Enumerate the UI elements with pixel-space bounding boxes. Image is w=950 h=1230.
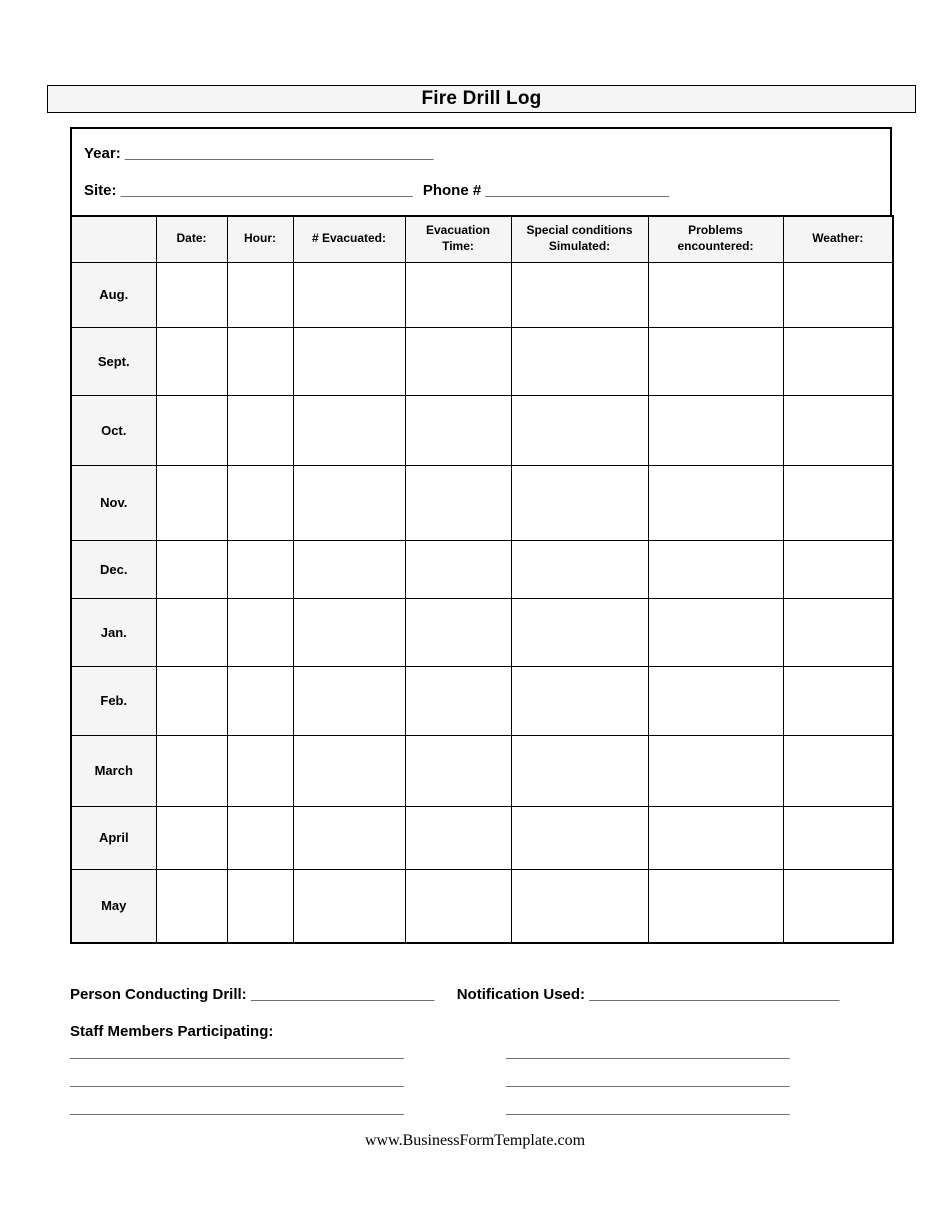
- site-blank-line: ___________________________________: [120, 182, 413, 199]
- month-label-cell: Aug.: [71, 262, 156, 327]
- staff-line-row: [70, 1095, 892, 1123]
- page-title: Fire Drill Log: [421, 88, 542, 109]
- month-label-cell: May: [71, 869, 156, 943]
- site-row: [84, 182, 890, 200]
- blank-cell-evacuation-time: [405, 395, 511, 465]
- website-url: www.BusinessFormTemplate.com: [364, 1132, 586, 1149]
- blank-cell-hour: [227, 666, 293, 735]
- staff-lines-grid: [70, 1039, 892, 1123]
- blank-cell-weather: [783, 262, 893, 327]
- blank-cell-special-conditions: [511, 262, 648, 327]
- blank-cell-evacuation-time: [405, 806, 511, 869]
- staff-blank-line: ________________________________________: [70, 1044, 404, 1061]
- month-label-cell: Feb.: [71, 666, 156, 735]
- blank-cell-date: [156, 598, 227, 666]
- staff-blank-line: __________________________________: [506, 1100, 790, 1117]
- blank-cell-special-conditions: [511, 735, 648, 806]
- blank-cell-evacuation-time: [405, 598, 511, 666]
- blank-cell-special-conditions: [511, 465, 648, 540]
- month-label-cell: Dec.: [71, 540, 156, 598]
- blank-cell-date: [156, 262, 227, 327]
- blank-cell-hour: [227, 806, 293, 869]
- form-title-bar: [47, 85, 916, 113]
- blank-cell-evacuated: [293, 395, 405, 465]
- table-row-march: [71, 735, 893, 806]
- bottom-section: [70, 986, 892, 1123]
- blank-cell-evacuated: [293, 869, 405, 943]
- table-body: [71, 262, 893, 943]
- staff-members-label: Staff Members Participating:: [70, 1023, 274, 1040]
- table-header-weather: Weather:: [783, 216, 893, 262]
- table-header-problems: Problems encountered:: [648, 216, 783, 262]
- blank-cell-problems: [648, 869, 783, 943]
- blank-cell-problems: [648, 598, 783, 666]
- staff-line-row: [70, 1067, 892, 1095]
- blank-cell-problems: [648, 327, 783, 395]
- year-blank-line: _____________________________________: [124, 145, 434, 162]
- blank-cell-evacuation-time: [405, 262, 511, 327]
- month-label-cell: Sept.: [71, 327, 156, 395]
- blank-cell-problems: [648, 735, 783, 806]
- blank-cell-evacuated: [293, 806, 405, 869]
- staff-blank-line: ________________________________________: [70, 1100, 404, 1117]
- blank-cell-hour: [227, 598, 293, 666]
- table-header-evacuation-time: Evacuation Time:: [405, 216, 511, 262]
- person-conducting-blank-line: ______________________: [250, 986, 435, 1003]
- blank-cell-weather: [783, 735, 893, 806]
- blank-cell-evacuated: [293, 262, 405, 327]
- blank-cell-special-conditions: [511, 395, 648, 465]
- fire-drill-table: [70, 215, 894, 944]
- blank-cell-evacuation-time: [405, 869, 511, 943]
- phone-label: Phone #: [422, 182, 482, 199]
- blank-cell-date: [156, 395, 227, 465]
- blank-cell-hour: [227, 262, 293, 327]
- month-label-cell: Nov.: [71, 465, 156, 540]
- blank-cell-problems: [648, 395, 783, 465]
- blank-cell-date: [156, 735, 227, 806]
- form-info-box: [70, 127, 892, 217]
- table-header-month: [71, 216, 156, 262]
- blank-cell-weather: [783, 327, 893, 395]
- blank-cell-weather: [783, 465, 893, 540]
- blank-cell-hour: [227, 869, 293, 943]
- blank-cell-special-conditions: [511, 540, 648, 598]
- month-label-cell: April: [71, 806, 156, 869]
- table-row-april: [71, 806, 893, 869]
- table-row-may: [71, 869, 893, 943]
- blank-cell-weather: [783, 806, 893, 869]
- table-row-jan: [71, 598, 893, 666]
- year-label: Year:: [84, 145, 121, 162]
- blank-cell-problems: [648, 540, 783, 598]
- blank-cell-hour: [227, 327, 293, 395]
- blank-cell-special-conditions: [511, 598, 648, 666]
- blank-cell-evacuation-time: [405, 735, 511, 806]
- blank-cell-evacuated: [293, 666, 405, 735]
- blank-cell-special-conditions: [511, 666, 648, 735]
- blank-cell-problems: [648, 465, 783, 540]
- notification-used-label: Notification Used:: [456, 986, 586, 1003]
- table-header-special-conditions: Special conditions Simulated:: [511, 216, 648, 262]
- blank-cell-date: [156, 806, 227, 869]
- blank-cell-evacuation-time: [405, 540, 511, 598]
- blank-cell-problems: [648, 806, 783, 869]
- table-row-aug: [71, 262, 893, 327]
- blank-cell-date: [156, 465, 227, 540]
- table-header-row: [71, 216, 893, 262]
- table-row-nov: [71, 465, 893, 540]
- staff-blank-line: ________________________________________: [70, 1072, 404, 1089]
- blank-cell-special-conditions: [511, 806, 648, 869]
- staff-line-row: [70, 1039, 892, 1067]
- blank-cell-evacuated: [293, 540, 405, 598]
- blank-cell-evacuated: [293, 598, 405, 666]
- table-header-date: Date:: [156, 216, 227, 262]
- table-row-dec: [71, 540, 893, 598]
- month-label-cell: Oct.: [71, 395, 156, 465]
- blank-cell-weather: [783, 395, 893, 465]
- blank-cell-date: [156, 327, 227, 395]
- blank-cell-hour: [227, 395, 293, 465]
- blank-cell-problems: [648, 262, 783, 327]
- blank-cell-evacuation-time: [405, 327, 511, 395]
- blank-cell-date: [156, 666, 227, 735]
- blank-cell-weather: [783, 598, 893, 666]
- table-header-hour: Hour:: [227, 216, 293, 262]
- blank-cell-evacuation-time: [405, 666, 511, 735]
- table-row-oct: [71, 395, 893, 465]
- year-row: [84, 145, 890, 163]
- blank-cell-hour: [227, 735, 293, 806]
- blank-cell-evacuated: [293, 465, 405, 540]
- table-row-sept: [71, 327, 893, 395]
- month-label-cell: March: [71, 735, 156, 806]
- blank-cell-weather: [783, 540, 893, 598]
- blank-cell-special-conditions: [511, 327, 648, 395]
- table-header-row: [71, 216, 893, 262]
- blank-cell-problems: [648, 666, 783, 735]
- site-label: Site:: [84, 182, 117, 199]
- blank-cell-date: [156, 869, 227, 943]
- blank-cell-hour: [227, 465, 293, 540]
- table-row-feb: [71, 666, 893, 735]
- conducting-row: [70, 986, 892, 1004]
- blank-cell-evacuated: [293, 735, 405, 806]
- person-conducting-label: Person Conducting Drill:: [70, 986, 247, 1003]
- blank-cell-special-conditions: [511, 869, 648, 943]
- blank-cell-weather: [783, 666, 893, 735]
- staff-blank-line: __________________________________: [506, 1044, 790, 1061]
- notification-used-blank-line: ______________________________: [589, 986, 840, 1003]
- blank-cell-evacuation-time: [405, 465, 511, 540]
- blank-cell-date: [156, 540, 227, 598]
- month-label-cell: Jan.: [71, 598, 156, 666]
- blank-cell-weather: [783, 869, 893, 943]
- phone-blank-line: ______________________: [485, 182, 669, 199]
- table-header-evacuated: # Evacuated:: [293, 216, 405, 262]
- website-footer: [0, 1132, 950, 1150]
- blank-cell-evacuated: [293, 327, 405, 395]
- blank-cell-hour: [227, 540, 293, 598]
- staff-blank-line: __________________________________: [506, 1072, 790, 1089]
